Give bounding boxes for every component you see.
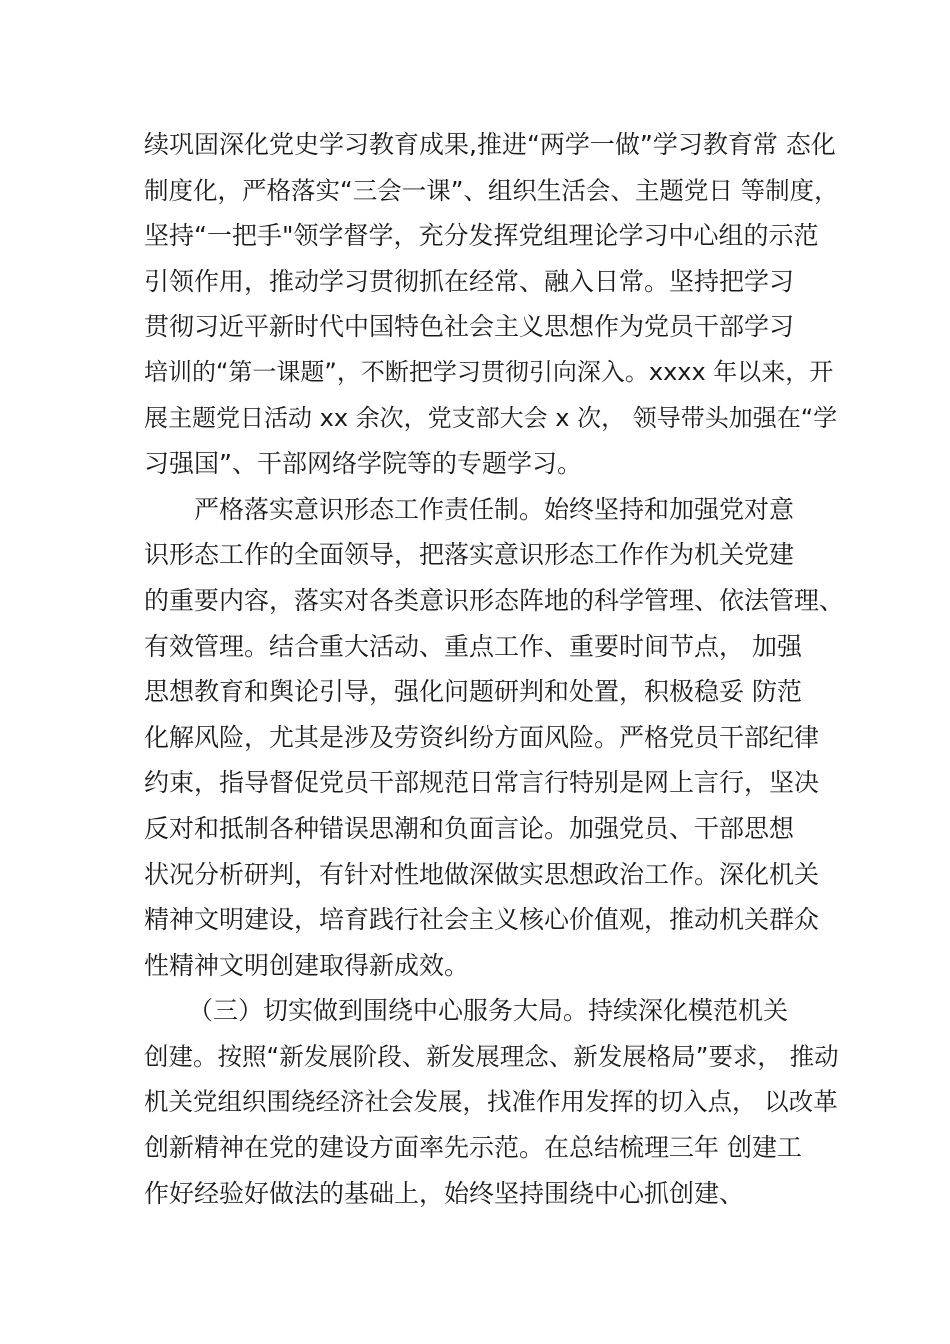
text-line: 状况分析研判，有针对性地做深做实思想政治工作。深化机关	[144, 859, 820, 889]
text-line: 精神文明建设，培育践行社会主义核心价值观，推动机关群众	[144, 905, 820, 935]
text-line: 习强国”、干部网络学院等的专题学习。	[144, 449, 582, 479]
text-line: 创新精神在党的建设方面率先示范。在总结梳理三年 创建工	[144, 1133, 802, 1163]
text-line: 反对和抵制各种错误思潮和负面言论。加强党员、干部思想	[144, 813, 795, 843]
text-line: 坚持“一把手"领学督学，充分发挥党组理论学习中心组的示范	[144, 221, 819, 251]
text-line: 有效管理。结合重大活动、重点工作、重要时间节点， 加强	[144, 631, 802, 661]
section-heading-line: （三）切实做到围绕中心服务大局。持续深化模范机关	[188, 996, 789, 1026]
text-line: 展主题党日活动 xx 余次，党支部大会 x 次， 领导带头加强在“学	[144, 403, 838, 432]
body-text	[144, 122, 844, 1216]
text-line: 引领作用，推动学习贯彻抓在经常、融入日常。坚持把学习	[144, 266, 795, 296]
text-line: 约束，指导督促党员干部规范日常言行特别是网上言行，坚决	[144, 768, 820, 798]
text-line: 化解风险，尤其是涉及劳资纠纷方面风险。严格党员干部纪律	[144, 722, 820, 752]
text-line: 培训的“第一课题”，不断把学习贯彻引向深入。xxxx 年以来，开	[144, 357, 834, 386]
text-line: 续巩固深化党史学习教育成果,推进“两学一做”学习教育常 态化	[144, 130, 836, 159]
text-line: 创建。按照“新发展阶段、新发展理念、新发展格局”要求， 推动	[144, 1041, 839, 1071]
text-line: 制度化，严格落实“三会一课”、组织生活会、主题党日 等制度，	[144, 175, 839, 205]
text-line: 贯彻习近平新时代中国特色社会主义思想作为党员干部学习	[144, 312, 795, 342]
text-line: 作好经验好做法的基础上，始终坚持围绕中心抓创建、	[144, 1178, 745, 1208]
text-line: 思想教育和舆论引导，强化问题研判和处置，积极稳妥 防范	[144, 677, 802, 707]
text-line: 识形态工作的全面领导，把落实意识形态工作作为机关党建	[144, 540, 795, 570]
paragraph-start-line: 严格落实意识形态工作责任制。始终坚持和加强党对意	[194, 494, 795, 524]
text-line: 的重要内容，落实对各类意识形态阵地的科学管理、依法管理、	[144, 585, 845, 615]
text-line: 性精神文明创建取得新成效。	[144, 950, 470, 980]
text-line: 机关党组织围绕经济社会发展，找准作用发挥的切入点， 以改革	[144, 1087, 838, 1117]
